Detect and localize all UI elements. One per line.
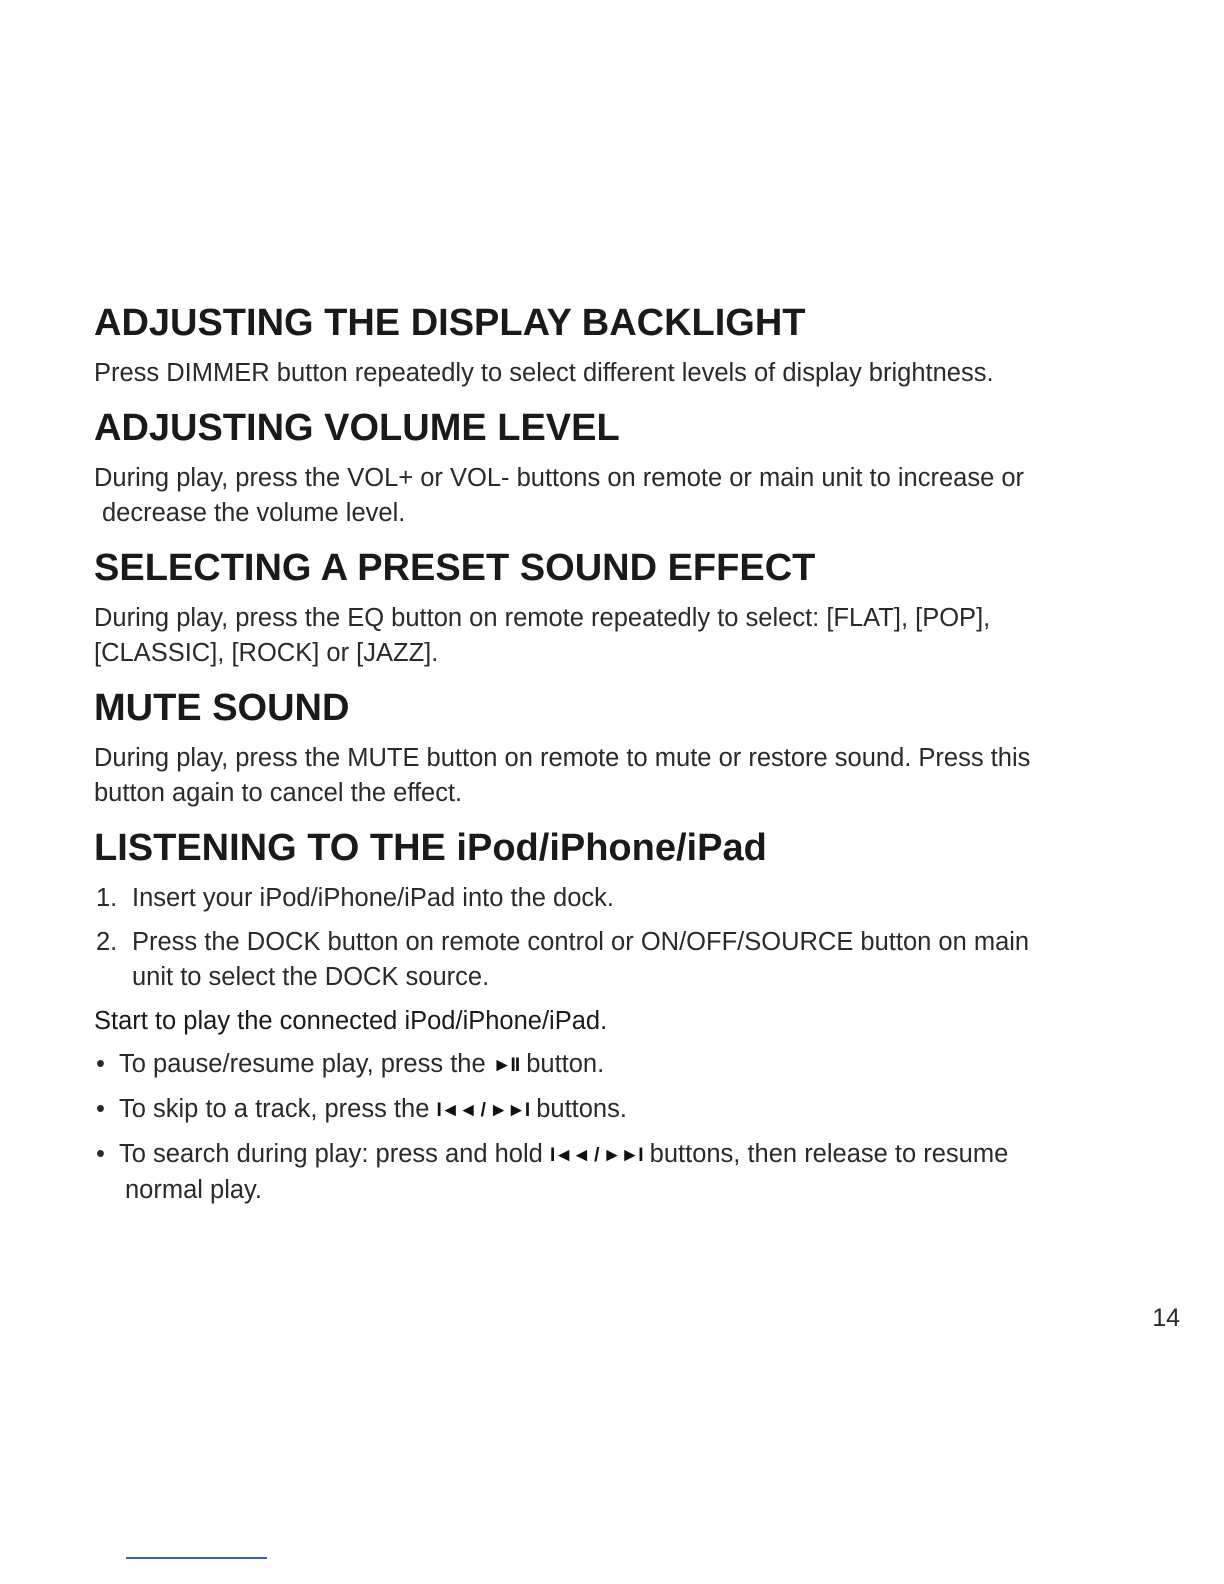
step-number: 1. xyxy=(96,884,118,912)
play-pause-icon: ►II xyxy=(492,1055,520,1076)
step-number: 2. xyxy=(96,928,118,956)
mute-text xyxy=(94,741,1104,811)
volume-text-line1: During play, press the VOL+ or VOL- buttons on remote or main unit to increase or xyxy=(94,464,1025,492)
preset-text-line2: [CLASSIC], [ROCK] or [JAZZ]. xyxy=(94,639,439,667)
volume-heading: ADJUSTING VOLUME LEVEL xyxy=(94,407,620,449)
preset-heading: SELECTING A PRESET SOUND EFFECT xyxy=(94,547,816,589)
volume-text-line2: decrease the volume level. xyxy=(102,499,406,527)
bullet-text-before: To search during play: press and hold xyxy=(119,1140,543,1168)
backlight-text: Press DIMMER button repeatedly to select different levels of display brightness. xyxy=(94,359,994,387)
page-number: 14 xyxy=(1152,1304,1180,1332)
mute-text-line2: button again to cancel the effect. xyxy=(94,779,463,807)
ipod-subhead: Start to play the connected iPod/iPhone/iPad. xyxy=(94,1007,608,1035)
step-text-line2: unit to select the DOCK source. xyxy=(132,963,490,991)
preset-text xyxy=(94,601,1104,671)
ipod-bullets xyxy=(94,1047,1104,1208)
bullet-dot-icon: • xyxy=(96,1050,105,1078)
bullet-text-before: To pause/resume play, press the xyxy=(119,1050,486,1078)
bullet-item xyxy=(94,1047,1104,1083)
ipod-heading: LISTENING TO THE iPod/iPhone/iPad xyxy=(94,827,767,869)
bullet-text-after: buttons. xyxy=(536,1095,627,1123)
backlight-heading: ADJUSTING THE DISPLAY BACKLIGHT xyxy=(94,302,806,344)
step-item xyxy=(94,881,1104,916)
bullet-dot-icon: • xyxy=(96,1140,105,1168)
preset-text-line1: During play, press the EQ button on remote repeatedly to select: [FLAT], [POP], xyxy=(94,604,991,632)
mute-heading: MUTE SOUND xyxy=(94,687,350,729)
manual-page xyxy=(94,300,1104,1217)
bullet-item xyxy=(94,1092,1104,1128)
footer-rule xyxy=(126,1557,267,1559)
step-item xyxy=(94,925,1104,995)
bullet-text-after: buttons, then release to resume xyxy=(649,1140,1009,1168)
ipod-steps xyxy=(94,881,1104,995)
volume-text xyxy=(94,461,1104,531)
skip-prev-next-icon: I◄◄ / ►►I xyxy=(436,1100,530,1121)
mute-text-line1: During play, press the MUTE button on remote to mute or restore sound. Press this xyxy=(94,744,1031,772)
bullet-dot-icon: • xyxy=(96,1095,105,1123)
bullet-item xyxy=(94,1137,1104,1208)
skip-prev-next-icon: I◄◄ / ►►I xyxy=(549,1145,643,1166)
step-text: Insert your iPod/iPhone/iPad into the dock. xyxy=(132,884,614,912)
bullet-text-line2: normal play. xyxy=(125,1176,263,1204)
step-text-line1: Press the DOCK button on remote control or ON/OFF/SOURCE button on main xyxy=(132,928,1030,956)
bullet-text-before: To skip to a track, press the xyxy=(119,1095,430,1123)
bullet-text-after: button. xyxy=(526,1050,605,1078)
